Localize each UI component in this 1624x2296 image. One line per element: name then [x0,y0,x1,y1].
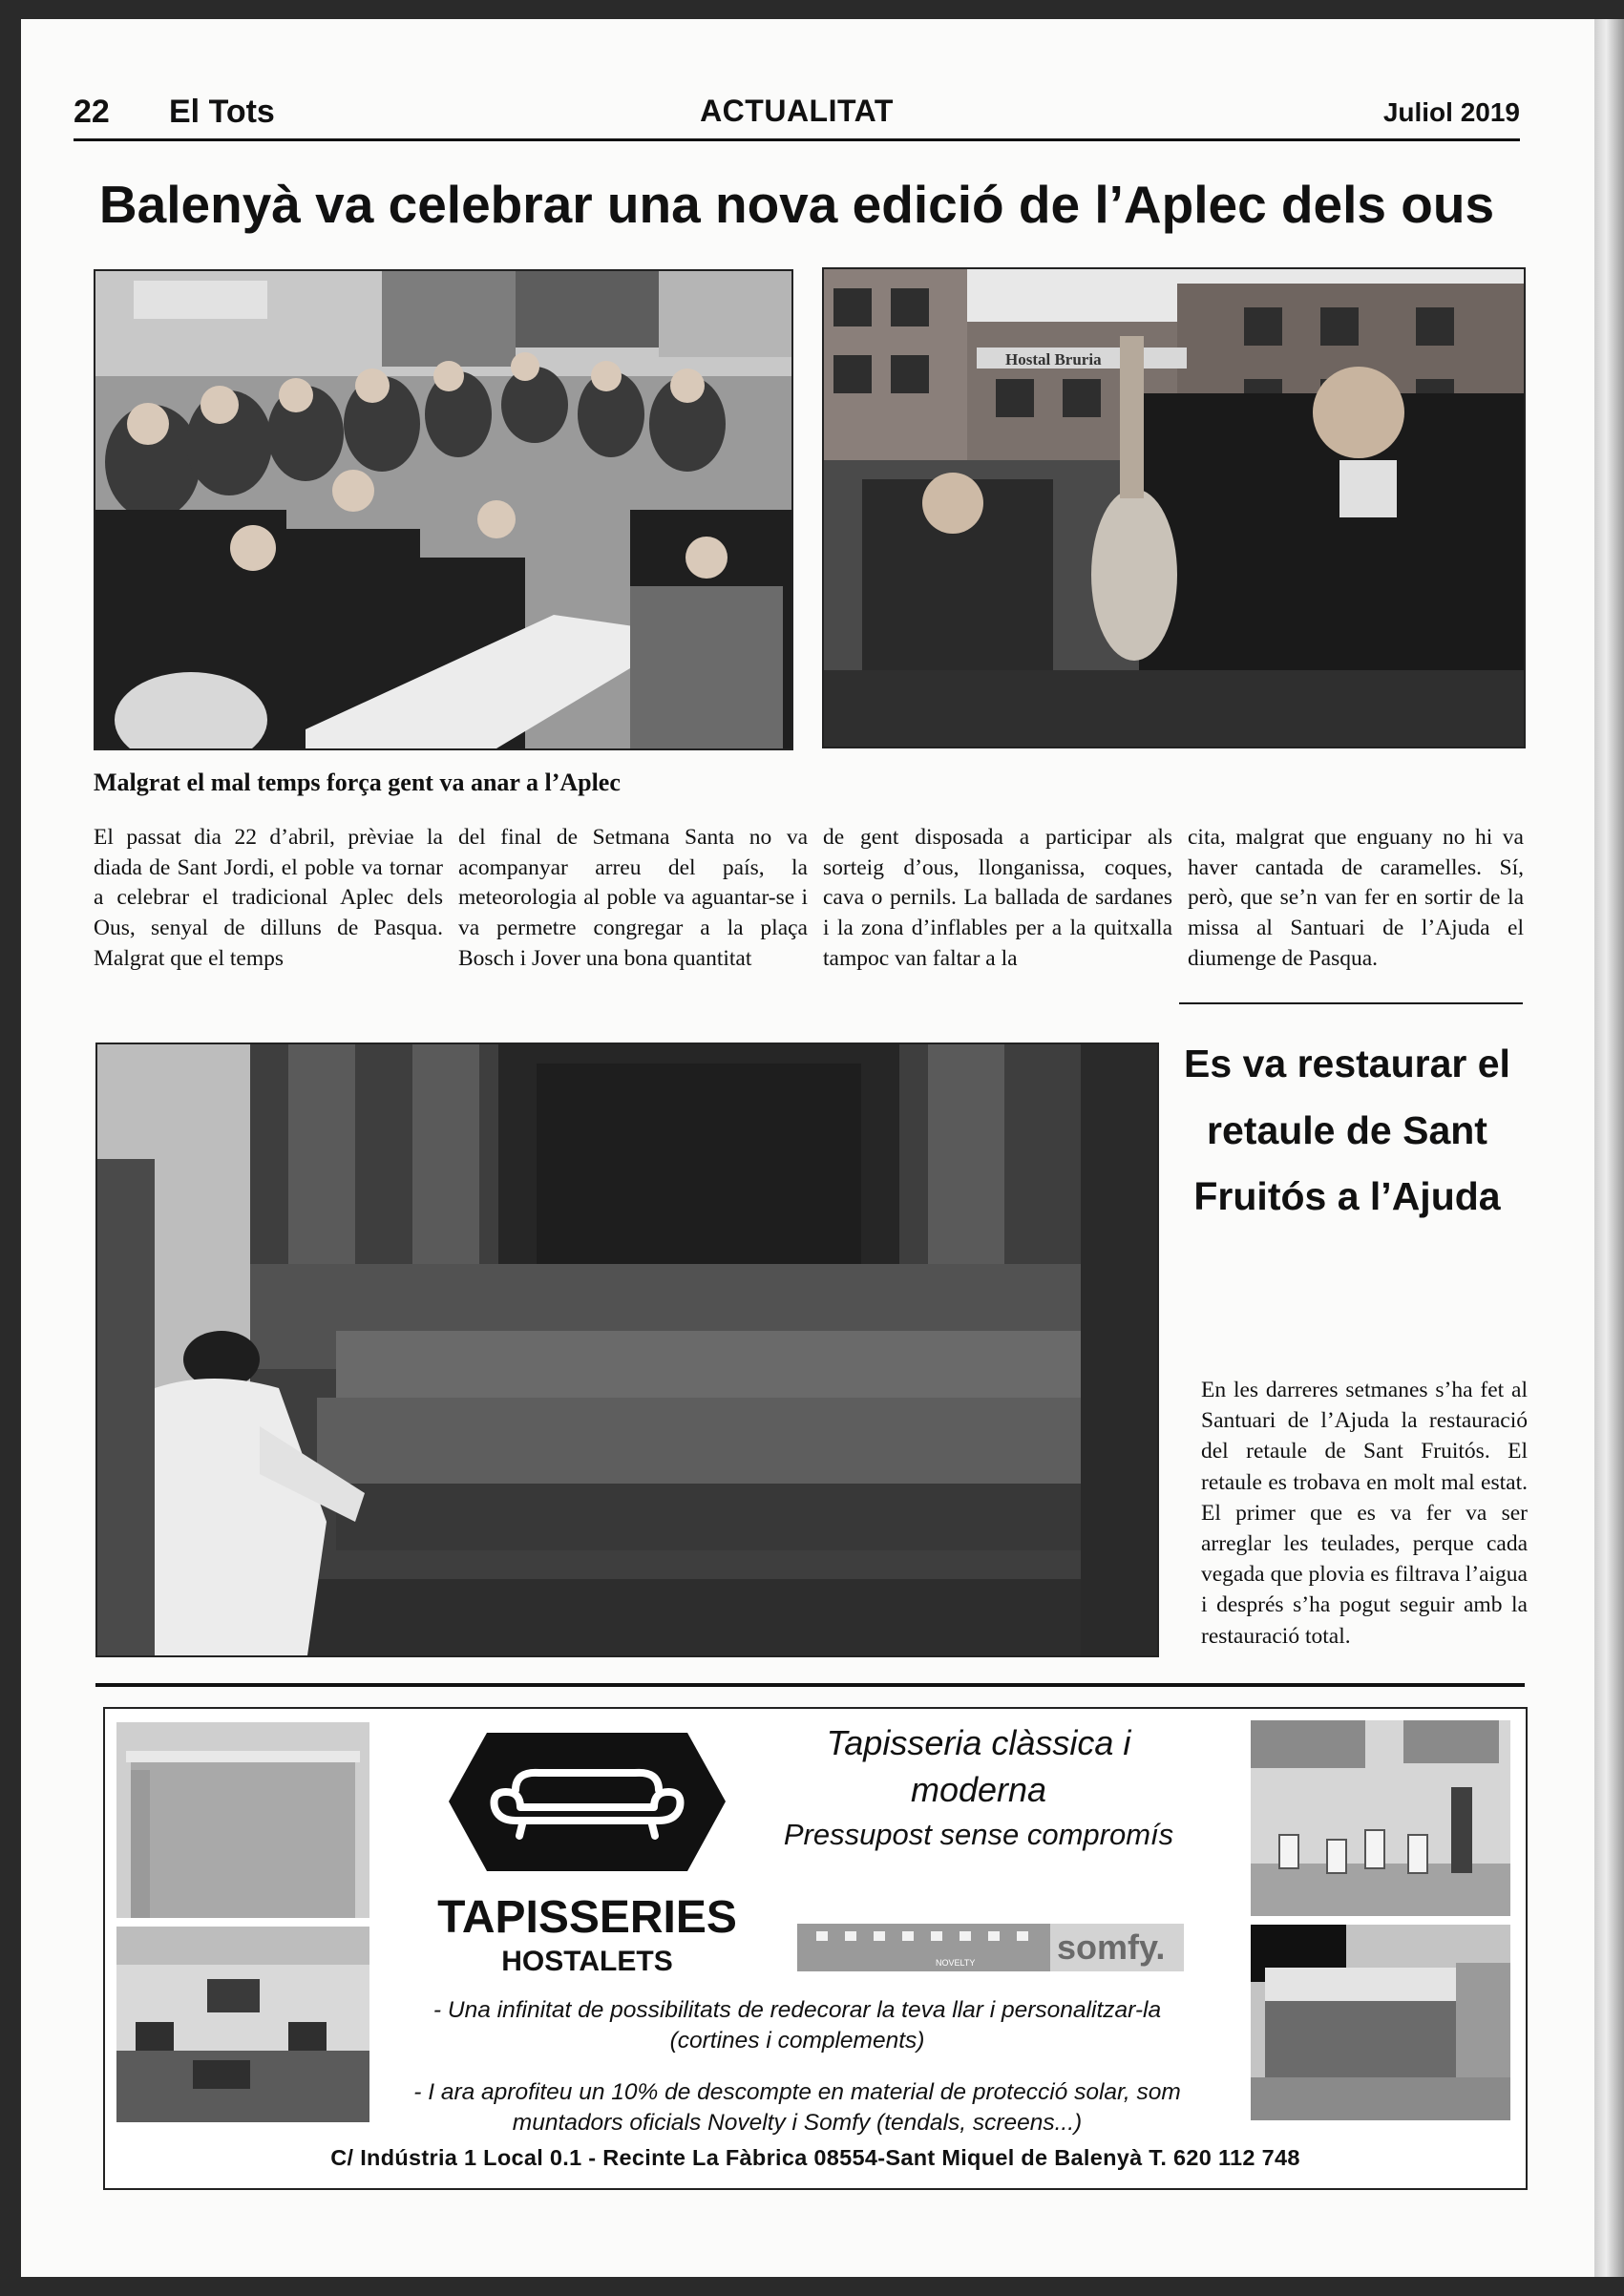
page-number: 22 [74,94,110,130]
photo-sign-text: Hostal Bruria [1005,350,1102,369]
side-article-body: En les darreres setmanes s’ha fet al Santuari de l’Ajuda la restauració del retaule de Sant Fruitós. El retaule es trobava en molt mal estat. El primer que es va fer va ser arreglar les teulades, perque cada vegada que plovia es filtrava l’aigua i després s’ha pogut seguir amb la restauració total. [1201,1378,1528,1649]
publication-name: El Tots [169,94,275,130]
photo-caption: Malgrat el mal temps força gent va anar a l’Aplec [94,769,621,796]
ad-photo-restaurant-interior [116,1927,369,2122]
ad-slogan-quote: Pressupost sense compromís [783,1818,1174,1851]
ad-address: C/ Indústria 1 Local 0.1 - Recinte La Fàbrica 08554-Sant Miquel de Balenyà T. 620 112 748 [330,2145,1300,2170]
ad-top-rule [95,1683,1525,1687]
ad-description-line-2: - I ara aprofiteu un 10% de descompte en material de protecció solar, som muntadors oficials Novelty i Somfy (tendals, screens...) [413,2079,1181,2136]
article-column-2: del final de Setmana Santa no va acompanyar arreu del país, la meteorologia al poble va aguantar-se i va permetre congregar a la plaça Bosch i Jover una bona quantitat [458,825,808,971]
ad-photo-awning [1251,1925,1510,2120]
ad-logo [449,1733,726,1871]
photo-altarpiece-restoration [95,1043,1159,1657]
ad-banner-novelty: NOVELTY [936,1958,976,1968]
photo-crowd-aplec [94,269,793,750]
page-edge [1594,19,1624,2277]
ad-banner-somfy: somfy. [1057,1927,1166,1967]
tapisseries-advertisement [103,1707,1528,2190]
ad-awning-banner [797,1924,1184,1971]
ad-photo-upholstered-panels [116,1722,369,1918]
photo-ham-raffle [822,267,1526,748]
ad-photo-terrace-chairs [1251,1720,1510,1916]
section-title: ACTUALITAT [700,94,894,128]
section-divider [1179,1002,1523,1004]
header-rule [74,138,1520,141]
article-column-3: de gent disposada a participar als sorteig d’ous, llonganissa, coques, cava o pernils. La ballada de sardanes i la zona d’inflables per a la quitxalla tampoc van faltar a la [823,825,1172,971]
side-article-title: Es va restaurar el retaule de Sant Fruitós a l’Ajuda [1184,1042,1510,1219]
article-column-4: cita, malgrat que enguany no hi va haver cantada de caramelles. Sí, però, que se’n van fer en sortir de la missa al Santuari de l’Ajuda el diumenge de Pasqua. [1188,825,1524,971]
issue-date: Juliol 2019 [1382,97,1520,127]
ad-slogan: Tapisseria clàssica i moderna [826,1723,1131,1809]
page-header [74,94,1520,139]
ad-brand-subname: HOSTALETS [501,1946,673,1977]
article-column-1: El passat dia 22 d’abril, prèviae la diada de Sant Jordi, el poble va tornar a celebrar el tradicional Aplec dels Ous, senyal de dilluns de Pasqua. Malgrat que el temps [94,825,443,971]
ad-description-line-1: - Una infinitat de possibilitats de redecorar la teva llar i personalitzar-la (cortines i complements) [432,1997,1162,2054]
ad-brand-name: TAPISSERIES [437,1892,737,1943]
article-headline: Balenyà va celebrar una nova edició de l’Aplec dels ous [98,175,1495,234]
